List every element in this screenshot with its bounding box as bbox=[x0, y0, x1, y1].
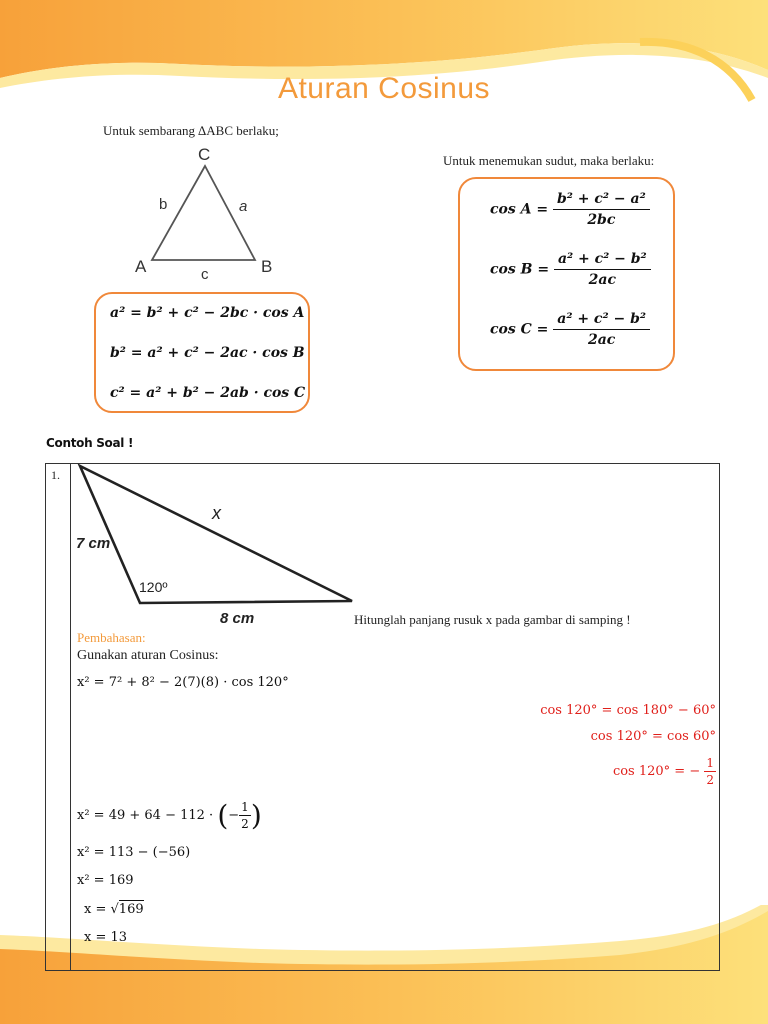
cos-b-denominator: 2ac bbox=[588, 272, 616, 288]
example-triangle-figure bbox=[72, 463, 362, 613]
side-note-3 bbox=[613, 756, 716, 787]
side-note-3-lhs: cos 120° = − bbox=[612, 764, 701, 779]
solution-step-2-fraction bbox=[239, 800, 251, 831]
cos-c-denominator: 2ac bbox=[587, 332, 616, 348]
example-side-left-label: 7 cm bbox=[76, 535, 111, 552]
example-heading: Contoh Soal ! bbox=[46, 436, 134, 450]
cos-a-lhs: cos A = bbox=[490, 201, 549, 218]
open-paren: ( bbox=[217, 799, 229, 832]
pembahasan-label: Pembahasan: bbox=[77, 630, 146, 645]
cos-b-numerator: a² + c² − b² bbox=[554, 251, 651, 270]
vertex-c-label: C bbox=[198, 145, 211, 164]
vertex-b-label: B bbox=[261, 257, 273, 276]
cos-c-numerator: a² + c² − b² bbox=[553, 311, 650, 330]
cos-b-fraction bbox=[554, 251, 651, 288]
solution-step-4: x² = 169 bbox=[77, 873, 134, 888]
vertex-a-label: A bbox=[135, 257, 147, 276]
cosine-rule-c: c² = a² + b² − 2ab · cos C bbox=[110, 385, 306, 401]
radicand: 169 bbox=[118, 902, 144, 917]
example-triangle-shape bbox=[80, 466, 352, 603]
example-number: 1. bbox=[51, 468, 60, 482]
example-question: Hitunglah panjang rusuk x pada gambar di samping ! bbox=[354, 612, 631, 627]
cos-a-denominator: 2bc bbox=[587, 212, 616, 228]
radical-sign: √ bbox=[110, 902, 119, 917]
example-side-bottom-label: 8 cm bbox=[220, 610, 255, 627]
cos-a-numerator: b² + c² − a² bbox=[553, 191, 650, 210]
side-b-label: b bbox=[159, 196, 168, 213]
solution-step-5 bbox=[84, 902, 144, 917]
solution-step-1: x² = 7² + 8² − 2(7)(8) · cos 120° bbox=[77, 675, 289, 690]
side-c-label: c bbox=[201, 266, 209, 283]
right-caption: Untuk menemukan sudut, maka berlaku: bbox=[443, 153, 655, 168]
solution-step-2-denominator: 2 bbox=[241, 817, 249, 831]
cos-a-formula bbox=[490, 191, 650, 228]
solution-step-5-lhs: x = bbox=[84, 902, 107, 917]
example-angle-label: 120º bbox=[139, 579, 168, 595]
example-table-divider bbox=[70, 463, 71, 971]
cos-c-formula bbox=[490, 311, 650, 348]
side-a-label: a bbox=[239, 198, 248, 215]
solution-step-6: x = 13 bbox=[84, 930, 128, 945]
close-paren: ) bbox=[250, 799, 262, 832]
minus-sign: − bbox=[228, 808, 240, 823]
solution-step-2-numerator: 1 bbox=[241, 800, 249, 814]
cos-c-fraction bbox=[553, 311, 650, 348]
solution-step-2-lhs: x² = 49 + 64 − 112 · bbox=[77, 808, 214, 823]
side-note-3-denominator: 2 bbox=[706, 773, 714, 787]
side-note-3-numerator: 1 bbox=[706, 756, 714, 770]
cos-b-lhs: cos B = bbox=[490, 261, 550, 278]
side-note-3-fraction bbox=[704, 756, 716, 787]
left-caption: Untuk sembarang ∆ABC berlaku; bbox=[103, 123, 279, 138]
angle-rules-box bbox=[458, 177, 675, 371]
page-title: Aturan Cosinus bbox=[277, 72, 491, 105]
cosine-rule-a: a² = b² + c² − 2bc · cos A bbox=[110, 305, 305, 321]
solution-step-3: x² = 113 − (−56) bbox=[77, 845, 191, 860]
side-note-2: cos 120° = cos 60° bbox=[590, 729, 716, 744]
cos-b-formula bbox=[490, 251, 651, 288]
example-side-x-label: x bbox=[212, 503, 221, 523]
cosine-rules-box bbox=[94, 292, 310, 413]
cos-a-fraction bbox=[553, 191, 650, 228]
solution-intro: Gunakan aturan Cosinus: bbox=[77, 648, 219, 663]
cos-c-lhs: cos C = bbox=[490, 321, 549, 338]
solution-step-2 bbox=[77, 799, 262, 832]
cosine-rule-b: b² = a² + c² − 2ac · cos B bbox=[110, 345, 305, 361]
side-note-1: cos 120° = cos 180° − 60° bbox=[540, 703, 716, 718]
